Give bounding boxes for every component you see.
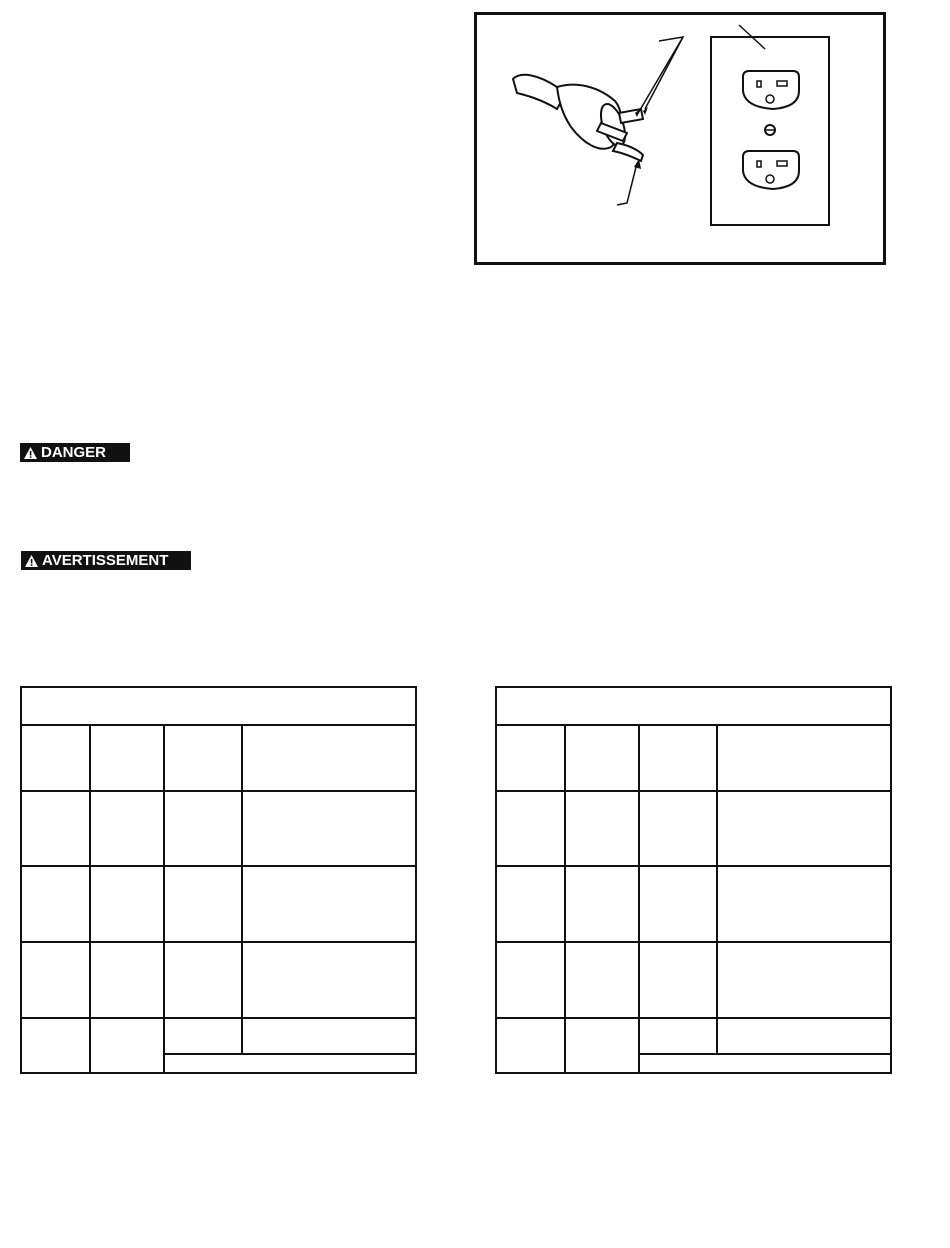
table-rule bbox=[497, 724, 890, 726]
danger-badge bbox=[20, 443, 130, 462]
warning-triangle-icon bbox=[24, 554, 39, 568]
table-col-rule bbox=[241, 724, 243, 1055]
right-table bbox=[495, 686, 892, 1074]
table-rule bbox=[22, 790, 415, 792]
plug-ground-pin bbox=[613, 143, 643, 161]
table-col-rule bbox=[638, 724, 640, 1072]
table-rule bbox=[497, 1017, 890, 1019]
table-rule bbox=[497, 941, 890, 943]
table-col-rule bbox=[716, 724, 718, 1055]
warning-label: AVERTISSEMENT bbox=[42, 552, 169, 569]
table-rule bbox=[497, 790, 890, 792]
slot-lower-right bbox=[777, 161, 787, 166]
left-table bbox=[20, 686, 417, 1074]
slot-lower-left bbox=[757, 161, 761, 167]
table-rule bbox=[22, 941, 415, 943]
plug-outlet-illustration bbox=[477, 15, 889, 268]
table-col-rule bbox=[163, 724, 165, 1072]
table-rule bbox=[22, 724, 415, 726]
slot-upper-right bbox=[777, 81, 787, 86]
table-col-rule bbox=[89, 724, 91, 1072]
warning-badge bbox=[21, 551, 191, 570]
ground-hole-upper bbox=[766, 95, 774, 103]
slot-upper-left bbox=[757, 81, 761, 87]
table-rule bbox=[22, 865, 415, 867]
table-rule bbox=[22, 1017, 415, 1019]
table-rule bbox=[497, 865, 890, 867]
table-col-rule bbox=[564, 724, 566, 1072]
plug-outlet-figure bbox=[474, 12, 886, 265]
table-rule bbox=[638, 1053, 890, 1055]
leader-line-ground bbox=[617, 163, 637, 205]
warning-triangle-icon bbox=[23, 446, 38, 460]
danger-label: DANGER bbox=[41, 444, 107, 461]
ground-hole-lower bbox=[766, 175, 774, 183]
leader-line-prongs-b bbox=[645, 37, 683, 109]
table-rule bbox=[163, 1053, 415, 1055]
